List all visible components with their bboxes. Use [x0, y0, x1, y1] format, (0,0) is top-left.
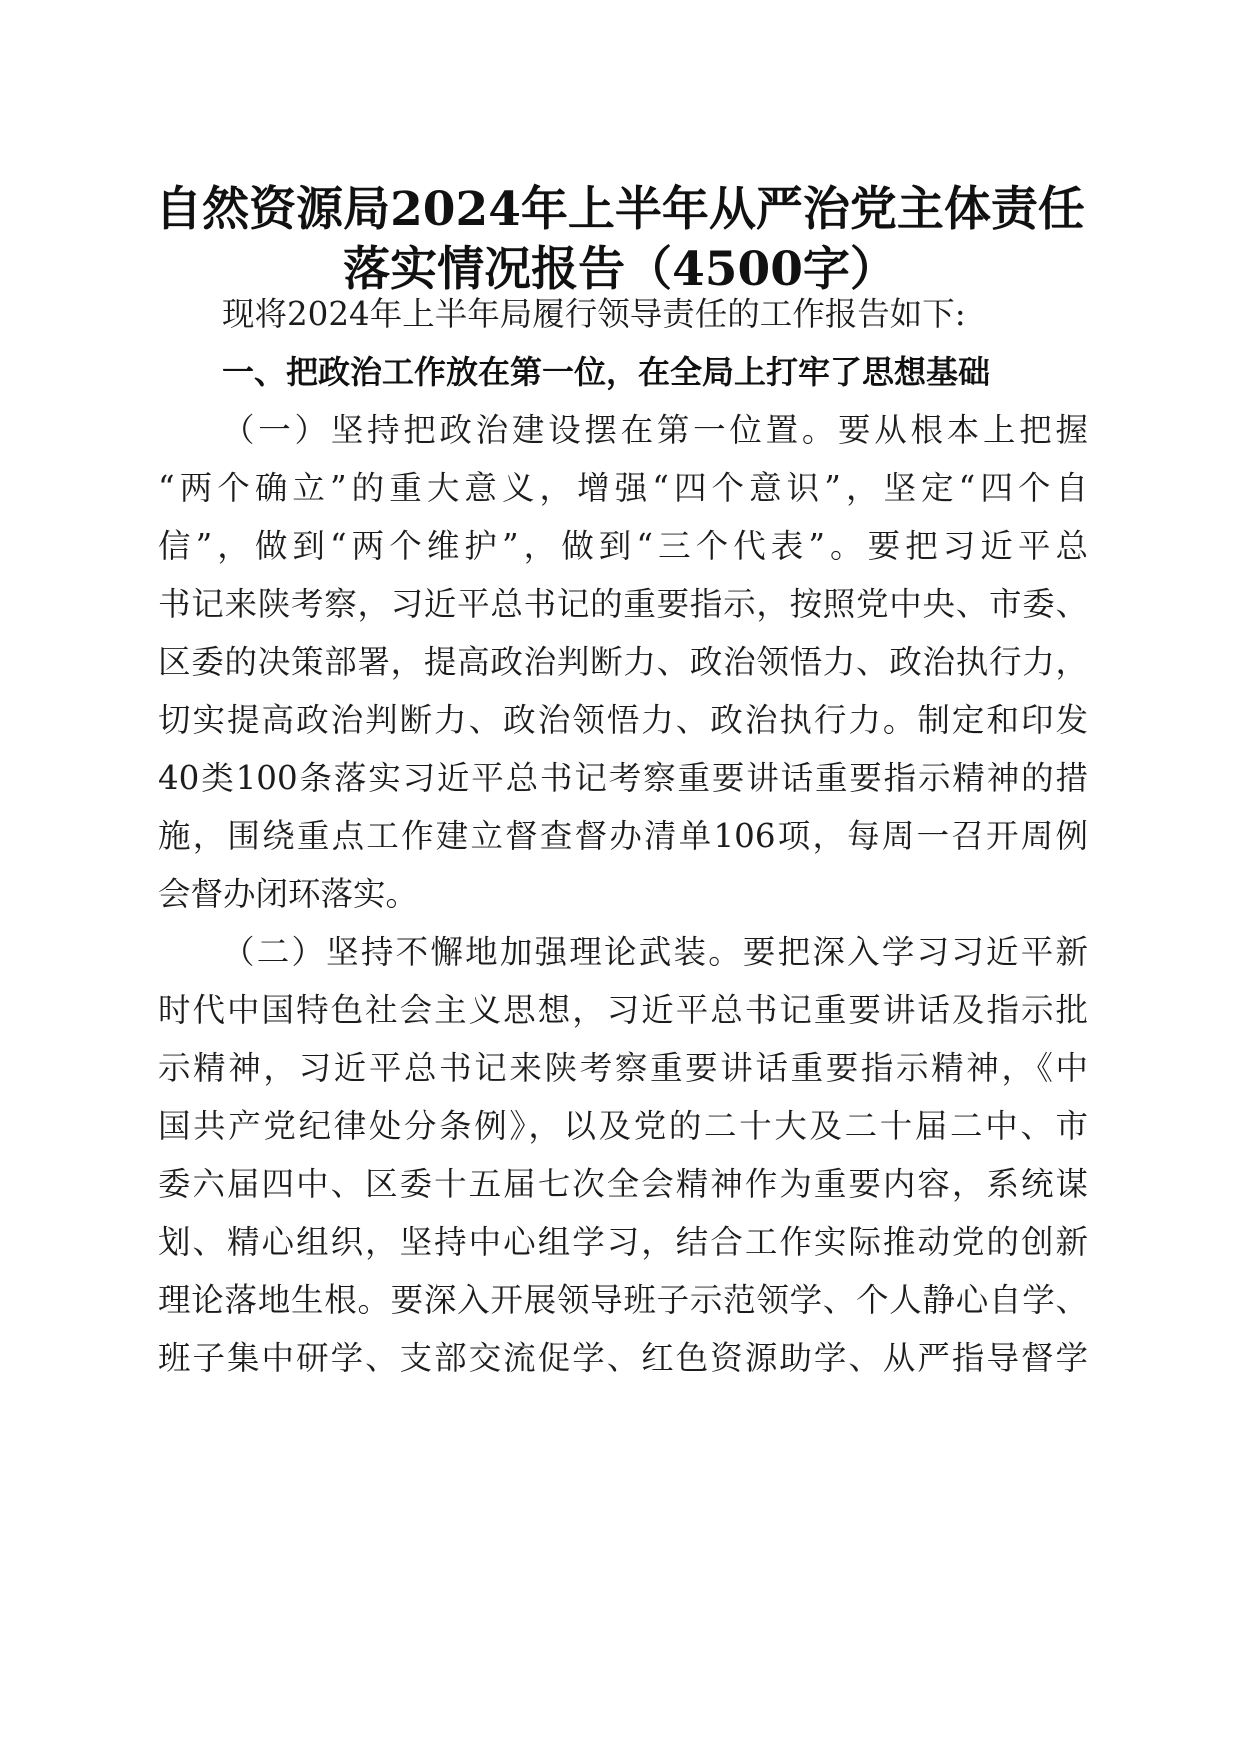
- document-title-line-1: 自然资源局2024年上半年从严治党主体责任: [155, 182, 1085, 237]
- para1-line-6: 切实提高政治判断力、政治领悟力、政治执行力。制定和印发: [158, 701, 1088, 739]
- para2-line-2: 时代中国特色社会主义思想，习近平总书记重要讲话及指示批: [158, 991, 1088, 1029]
- document-title-line-2: 落实情况报告（4500字）: [343, 242, 897, 297]
- para1-line-2: “两个确立”的重大意义，增强“四个意识”，坚定“四个自: [158, 469, 1088, 507]
- section-heading-1: 一、把政治工作放在第一位，在全局上打牢了思想基础: [222, 353, 991, 391]
- para2-line-4: 国共产党纪律处分条例》，以及党的二十大及二十届二中、市: [158, 1107, 1088, 1145]
- para1-line-1: （一）坚持把政治建设摆在第一位置。要从根本上把握: [222, 411, 1088, 449]
- para2-line-3: 示精神，习近平总书记来陕考察重要讲话重要指示精神，《中: [158, 1049, 1088, 1087]
- para1-line-8: 施，围绕重点工作建立督查督办清单106项，每周一召开周例: [158, 817, 1088, 855]
- para2-line-6: 划、精心组织，坚持中心组学习，结合工作实际推动党的创新: [158, 1223, 1088, 1261]
- intro-paragraph: 现将2024年上半年局履行领导责任的工作报告如下:: [222, 295, 966, 333]
- para2-line-1: （二）坚持不懈地加强理论武装。要把深入学习习近平新: [222, 933, 1088, 971]
- para1-line-5: 区委的决策部署，提高政治判断力、政治领悟力、政治执行力，: [158, 643, 1088, 681]
- para2-line-8: 班子集中研学、支部交流促学、红色资源助学、从严指导督学: [158, 1339, 1088, 1377]
- para2-line-7: 理论落地生根。要深入开展领导班子示范领学、个人静心自学、: [158, 1281, 1088, 1319]
- para1-line-3: 信”，做到“两个维护”，做到“三个代表”。要把习近平总: [158, 527, 1088, 565]
- para1-line-9: 会督办闭环落实。: [158, 875, 419, 913]
- para1-line-7: 40类100条落实习近平总书记考察重要讲话重要指示精神的措: [158, 759, 1088, 797]
- para2-line-5: 委六届四中、区委十五届七次全会精神作为重要内容，系统谋: [158, 1165, 1088, 1203]
- para1-line-4: 书记来陕考察，习近平总书记的重要指示，按照党中央、市委、: [158, 585, 1088, 623]
